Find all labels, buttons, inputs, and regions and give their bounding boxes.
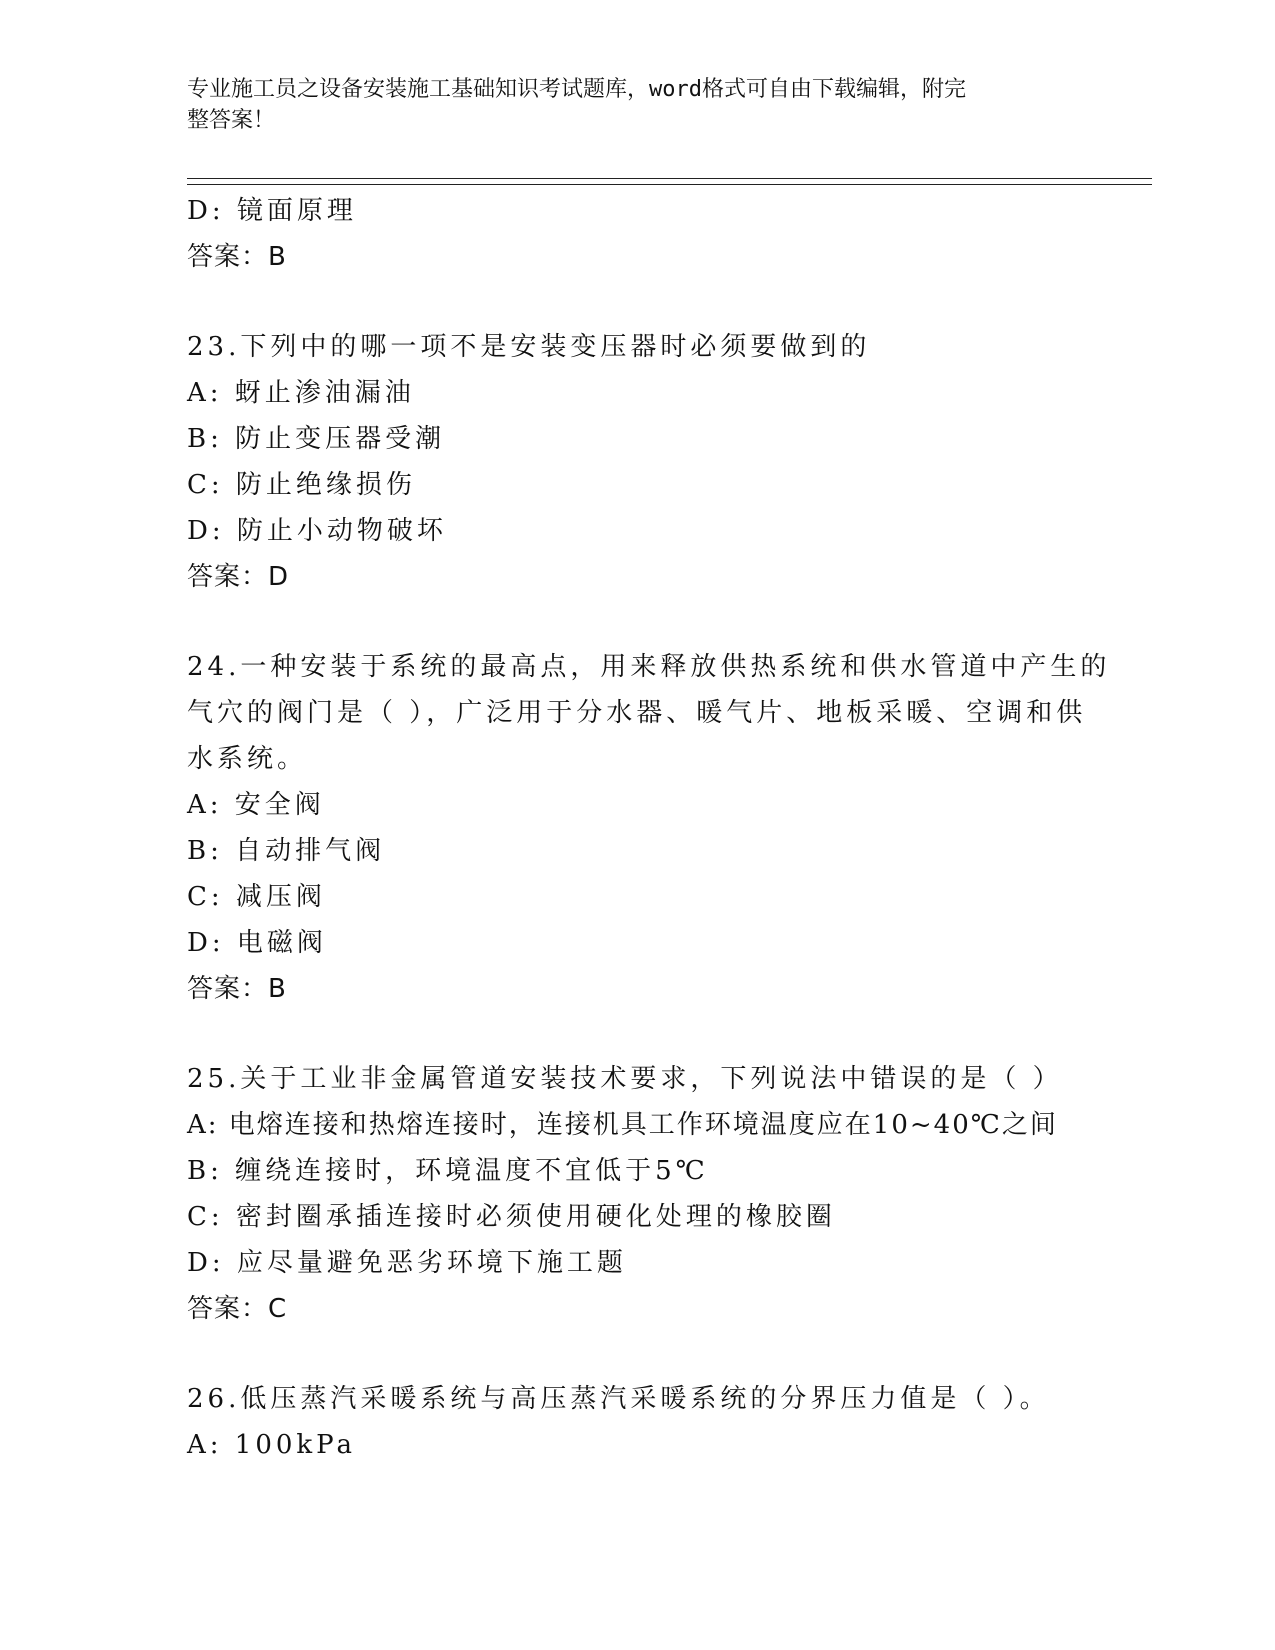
option-c: C: 防止绝缘损伤 [187, 470, 416, 500]
option-a: A: 安全阀 [187, 790, 325, 820]
answer-line: 答案：B [187, 974, 287, 1004]
header-line-1: 专业施工员之设备安装施工基础知识考试题库，word格式可自由下载编辑，附完 [187, 77, 966, 102]
question-stem: 23.下列中的哪一项不是安装变压器时必须要做到的 [187, 332, 871, 362]
option-c: C: 密封圈承插连接时必须使用硬化处理的橡胶圈 [187, 1202, 836, 1232]
option-b: B: 防止变压器受潮 [187, 424, 446, 454]
question-26 [187, 1376, 1087, 1468]
question-stem: 26.低压蒸汽采暖系统与高压蒸汽采暖系统的分界压力值是（ ）。 [187, 1384, 1050, 1414]
spacer [187, 1012, 1087, 1056]
option-a: A: 蚜止渗油漏油 [187, 378, 415, 408]
question-stem-line-2: 气穴的阀门是（ ），广泛用于分水器、暖气片、地板采暖、空调和供 [187, 698, 1087, 728]
question-list [187, 188, 1111, 1468]
answer-line: 答案：C [187, 1294, 288, 1324]
answer-line: 答案：B [187, 242, 287, 272]
option-d: D: 镜面原理 [187, 196, 357, 226]
question-23 [187, 324, 1087, 600]
option-c: C: 减压阀 [187, 882, 326, 912]
option-d: D: 应尽量避免恶劣环境下施工题 [187, 1248, 627, 1278]
spacer [187, 1332, 1087, 1376]
document-header [187, 74, 1087, 136]
question-25 [187, 1056, 1087, 1332]
question-24 [187, 644, 1111, 1012]
question-stem-line-3: 水系统。 [187, 744, 308, 774]
option-d: D: 电磁阀 [187, 928, 327, 958]
option-d: D: 防止小动物破坏 [187, 516, 447, 546]
header-line-2: 整答案！ [187, 108, 276, 133]
header-divider [187, 178, 1152, 185]
spacer [187, 280, 1087, 324]
option-a: A: 100kPa [187, 1430, 357, 1460]
spacer [187, 600, 1087, 644]
option-b: B: 缠绕连接时，环境温度不宜低于5℃ [187, 1156, 709, 1186]
option-b: B: 自动排气阀 [187, 836, 386, 866]
question-stem-line-1: 24.一种安装于系统的最高点，用来释放供热系统和供水管道中产生的 [187, 652, 1111, 682]
option-a: A: 电熔连接和热熔连接时，连接机具工作环境温度应在10~40℃之间 [187, 1110, 1058, 1140]
question-stem: 25.关于工业非金属管道安装技术要求，下列说法中错误的是（ ） [187, 1064, 1063, 1094]
answer-line: 答案：D [187, 562, 290, 592]
